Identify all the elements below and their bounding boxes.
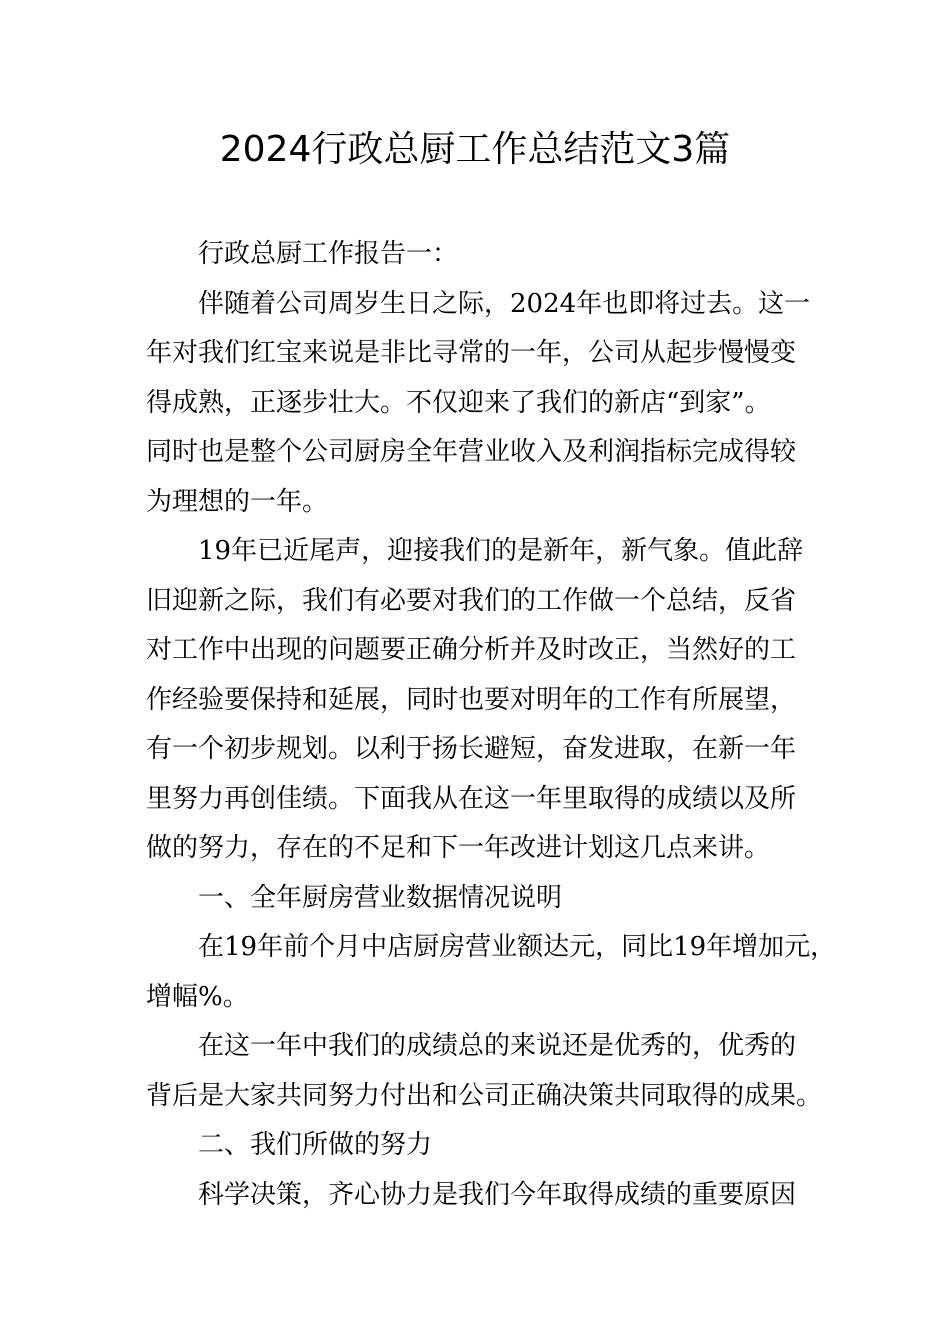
paragraph-line: 为理想的一年。	[146, 486, 329, 517]
document-title: 2024行政总厨工作总结范文3篇	[219, 129, 731, 170]
section-heading: 二、我们所做的努力	[198, 1130, 433, 1160]
paragraph-line: 科学决策，齐心协力是我们今年取得成绩的重要原因	[198, 1179, 797, 1210]
paragraph-line: 有一个初步规划。以利于扬长避短，奋发进取，在新一年	[146, 734, 797, 764]
paragraph-line: 行政总厨工作报告一：	[198, 239, 459, 269]
paragraph-line: 增幅%。	[146, 981, 249, 1012]
paragraph-line: 做的努力，存在的不足和下一年改进计划这几点来讲。	[146, 833, 771, 863]
section-heading: 一、全年厨房营业数据情况说明	[198, 882, 563, 913]
paragraph-line: 作经验要保持和延展，同时也要对明年的工作有所展望，	[146, 684, 797, 715]
paragraph-line: 里努力再创佳绩。下面我从在这一年里取得的成绩以及所	[146, 783, 797, 814]
paragraph-line: 对工作中出现的问题要正确分析并及时改正，当然好的工	[146, 635, 797, 665]
paragraph-line: 年对我们红宝来说是非比寻常的一年，公司从起步慢慢变	[146, 338, 797, 368]
paragraph-line: 得成熟，正逐步壮大。不仅迎来了我们的新店“到家”。	[146, 387, 771, 418]
paragraph-line: 在19年前个月中店厨房营业额达元，同比19年增加元，	[198, 932, 837, 962]
paragraph-line: 旧迎新之际，我们有必要对我们的工作做一个总结，反省	[146, 585, 797, 616]
paragraph-line: 同时也是整个公司厨房全年营业收入及利润指标完成得较	[146, 437, 797, 467]
paragraph-line: 背后是大家共同努力付出和公司正确决策共同取得的成果。	[146, 1080, 823, 1111]
paragraph-line: 19年已近尾声，迎接我们的是新年，新气象。值此辞	[198, 536, 804, 566]
paragraph-line: 伴随着公司周岁生日之际，2024年也即将过去。这一	[198, 288, 811, 319]
document-body	[146, 230, 837, 1220]
paragraph-line: 在这一年中我们的成绩总的来说还是优秀的，优秀的	[198, 1031, 797, 1061]
